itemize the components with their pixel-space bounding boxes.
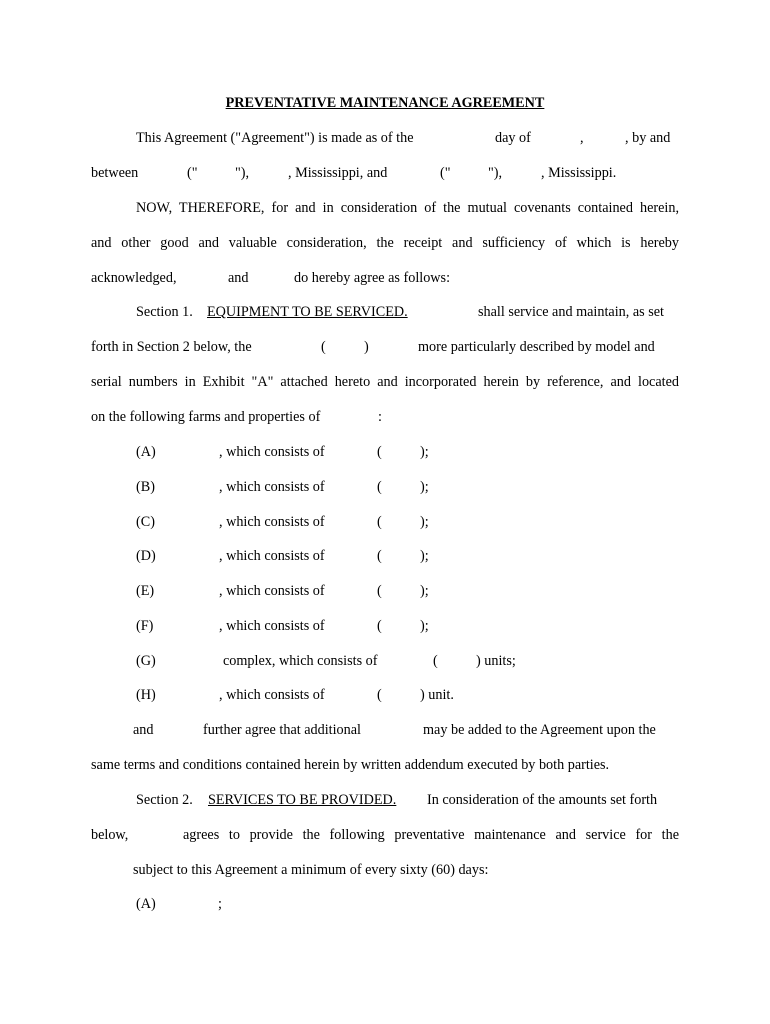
section-2-text: agrees to provide the following preventative maintenance and service for the: [183, 827, 679, 843]
section-2-label: Section 2.: [136, 792, 193, 808]
section-1-text: ): [364, 339, 369, 355]
document-title: PREVENTATIVE MAINTENANCE AGREEMENT: [225, 95, 545, 111]
section-2-text: In consideration of the amounts set forth: [427, 792, 658, 808]
list-item-open: (: [377, 687, 382, 703]
list-item-letter: (F): [136, 618, 154, 634]
section-1-text: (: [321, 339, 326, 355]
list-item-letter: (E): [136, 583, 155, 599]
list-item-close: );: [420, 444, 429, 460]
list-item-open: (: [433, 653, 438, 669]
list-item-open: (: [377, 618, 382, 634]
list-item-open: (: [377, 444, 382, 460]
list-item-text: ;: [218, 896, 222, 912]
list-item-text: , which consists of: [219, 514, 325, 530]
section-1-label: Section 1.: [136, 304, 193, 320]
intro-text: This Agreement ("Agreement") is made as of the: [136, 130, 414, 146]
list-item-letter: (D): [136, 548, 156, 564]
section-2-heading: SERVICES TO BE PROVIDED.: [208, 792, 397, 808]
list-item-letter: (A): [136, 896, 156, 912]
recital-text: NOW, THEREFORE, for and in consideration of the mutual covenants contained herein,: [136, 200, 679, 216]
section-1-heading: EQUIPMENT TO BE SERVICED.: [207, 304, 408, 320]
intro-text: (": [187, 165, 198, 181]
list-item-letter: (H): [136, 687, 156, 703]
list-item-open: (: [377, 479, 382, 495]
list-item-text: complex, which consists of: [223, 653, 378, 669]
list-item-open: (: [377, 583, 382, 599]
list-item-text: , which consists of: [219, 444, 325, 460]
intro-text: day of: [495, 130, 531, 146]
list-item-text: , which consists of: [219, 479, 325, 495]
recital-text: acknowledged,: [91, 270, 177, 286]
list-item-letter: (B): [136, 479, 155, 495]
section-1-text: on the following farms and properties of: [91, 409, 321, 425]
list-item-text: , which consists of: [219, 618, 325, 634]
section-1-text: forth in Section 2 below, the: [91, 339, 252, 355]
section-1-text: shall service and maintain, as set: [478, 304, 664, 320]
list-item-letter: (G): [136, 653, 156, 669]
intro-text: "),: [235, 165, 250, 181]
intro-text: (": [440, 165, 451, 181]
section-1-text: more particularly described by model and: [418, 339, 655, 355]
list-item-open: (: [377, 548, 382, 564]
list-item-close: ) unit.: [420, 687, 454, 703]
recital-text: and other good and valuable consideration, the receipt and sufficiency of which is hereby: [91, 235, 679, 251]
section-1-text: serial numbers in Exhibit "A" attached hereto and incorporated herein by reference, and located: [91, 374, 679, 390]
list-item-letter: (C): [136, 514, 155, 530]
section-1-text: may be added to the Agreement upon the: [423, 722, 656, 738]
intro-text: , Mississippi.: [541, 165, 617, 181]
list-item-close: );: [420, 583, 429, 599]
list-item-letter: (A): [136, 444, 156, 460]
list-item-open: (: [377, 514, 382, 530]
intro-text: , Mississippi, and: [288, 165, 388, 181]
list-item-close: ) units;: [476, 653, 516, 669]
list-item-text: , which consists of: [219, 583, 325, 599]
intro-text: "),: [488, 165, 503, 181]
list-item-text: , which consists of: [219, 687, 325, 703]
list-item-close: );: [420, 514, 429, 530]
intro-text: ,: [580, 130, 584, 146]
section-1-text: and: [133, 722, 154, 738]
list-item-close: );: [420, 548, 429, 564]
section-2-text: below,: [91, 827, 129, 843]
section-1-text: :: [378, 409, 382, 425]
list-item-text: , which consists of: [219, 548, 325, 564]
intro-text: , by and: [625, 130, 671, 146]
intro-text: between: [91, 165, 139, 181]
list-item-close: );: [420, 618, 429, 634]
recital-text: do hereby agree as follows:: [294, 270, 451, 286]
section-1-text: further agree that additional: [203, 722, 361, 738]
section-2-text: subject to this Agreement a minimum of every sixty (60) days:: [133, 862, 489, 878]
section-1-text: same terms and conditions contained herein by written addendum executed by both parties.: [91, 757, 610, 773]
list-item-close: );: [420, 479, 429, 495]
recital-text: and: [228, 270, 249, 286]
